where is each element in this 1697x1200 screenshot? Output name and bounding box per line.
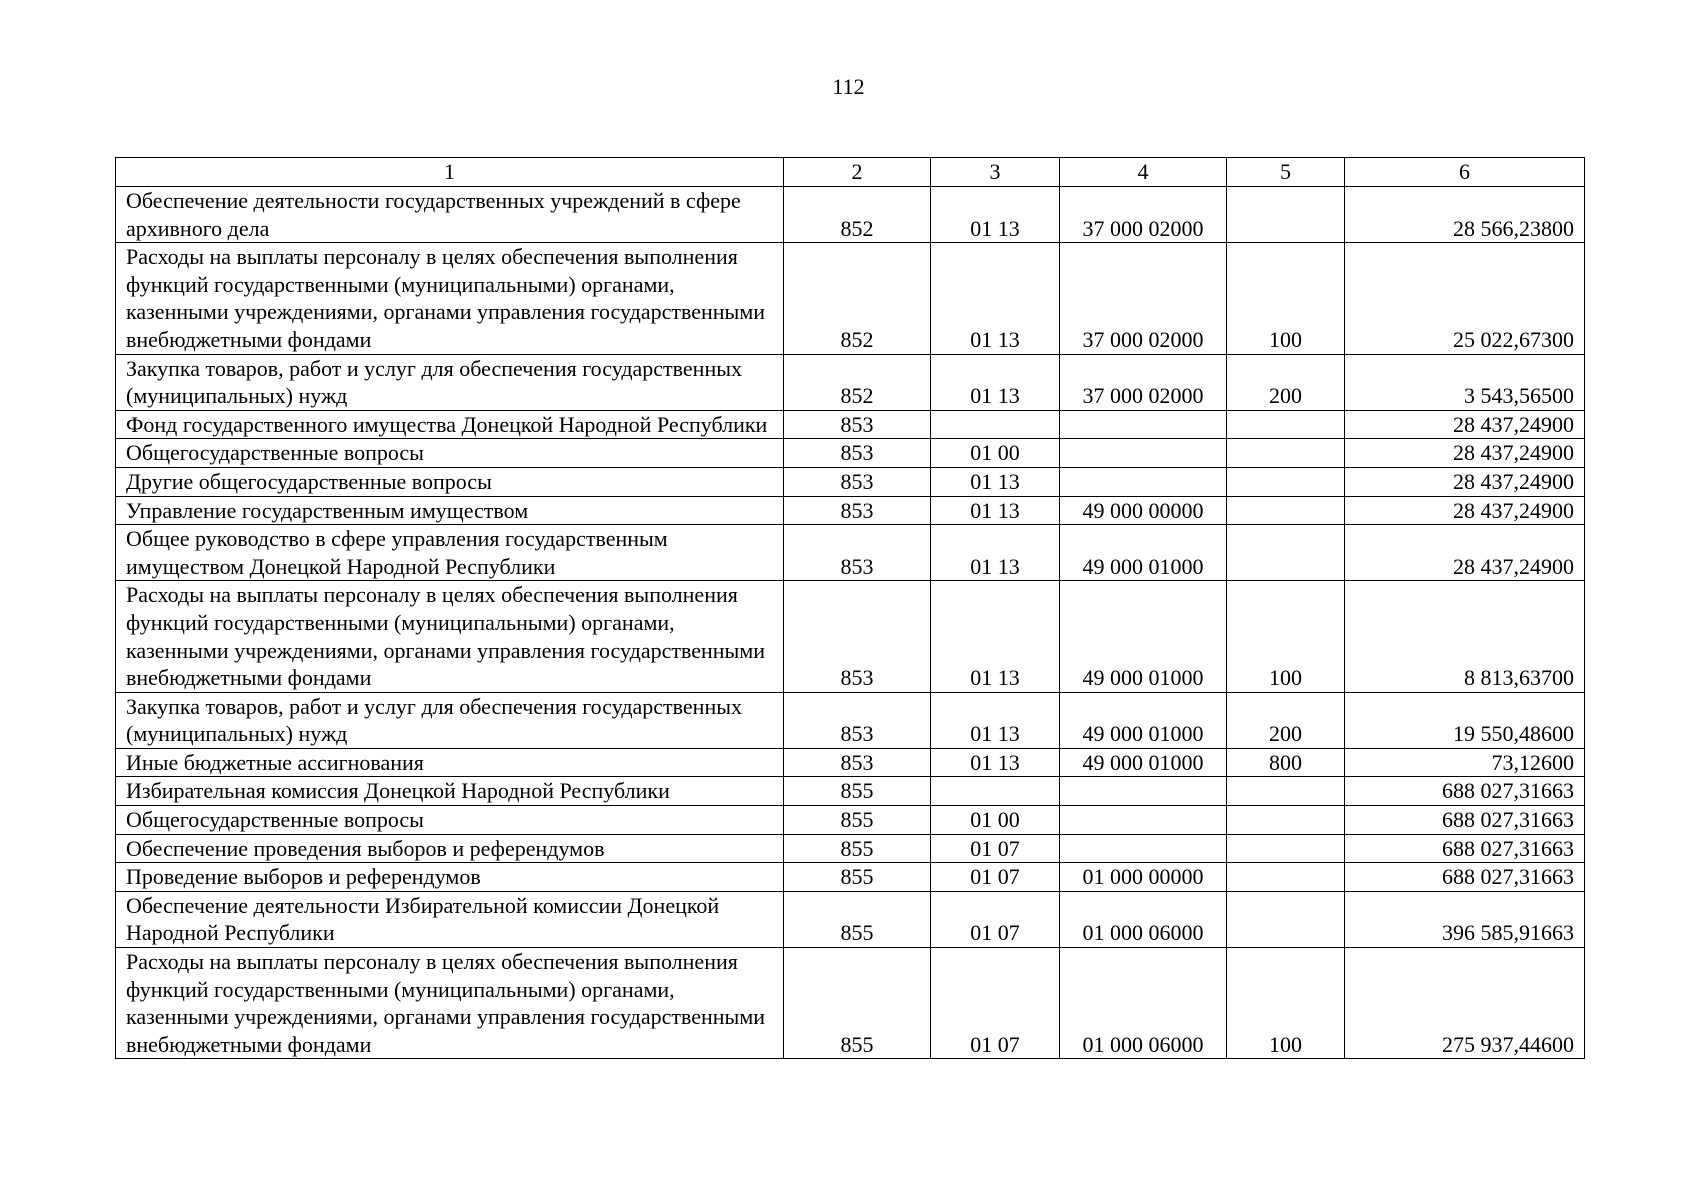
expense-name-cell: Обеспечение деятельности Избирательной комиссии Донецкой Народной Республики [116, 891, 784, 947]
expense-type-cell [1227, 410, 1345, 439]
expense-name-cell: Расходы на выплаты персоналу в целях обеспечения выполнения функций государственными (муниципальными) органами, казенными учреждениями, органами управления государственными внебюджетными фондами [116, 243, 784, 354]
target-article-cell: 49 000 01000 [1060, 748, 1227, 777]
target-article-cell: 01 000 06000 [1060, 891, 1227, 947]
department-code-cell: 852 [784, 354, 931, 410]
section-code-cell: 01 07 [931, 834, 1060, 863]
expense-type-cell [1227, 806, 1345, 835]
column-header: 6 [1345, 158, 1585, 187]
amount-cell: 688 027,31663 [1345, 863, 1585, 892]
target-article-cell [1060, 439, 1227, 468]
amount-cell: 28 437,24900 [1345, 496, 1585, 525]
amount-cell: 688 027,31663 [1345, 834, 1585, 863]
expense-type-cell: 200 [1227, 692, 1345, 748]
section-code-cell: 01 00 [931, 806, 1060, 835]
expense-name-cell: Общегосударственные вопросы [116, 806, 784, 835]
section-code-cell: 01 13 [931, 467, 1060, 496]
expense-name-cell: Другие общегосударственные вопросы [116, 467, 784, 496]
expense-name-cell: Закупка товаров, работ и услуг для обеспечения государственных (муниципальных) нужд [116, 354, 784, 410]
table-row [116, 863, 1585, 892]
amount-cell: 19 550,48600 [1345, 692, 1585, 748]
department-code-cell: 855 [784, 834, 931, 863]
expense-type-cell [1227, 525, 1345, 581]
department-code-cell: 853 [784, 748, 931, 777]
expense-name-cell: Иные бюджетные ассигнования [116, 748, 784, 777]
table-body [116, 187, 1585, 1059]
department-code-cell: 855 [784, 777, 931, 806]
expense-type-cell: 200 [1227, 354, 1345, 410]
amount-cell: 28 566,23800 [1345, 187, 1585, 243]
department-code-cell: 855 [784, 948, 931, 1059]
table-row [116, 496, 1585, 525]
column-header: 5 [1227, 158, 1345, 187]
section-code-cell: 01 07 [931, 863, 1060, 892]
department-code-cell: 853 [784, 410, 931, 439]
target-article-cell: 01 000 06000 [1060, 948, 1227, 1059]
section-code-cell: 01 07 [931, 891, 1060, 947]
table-row [116, 581, 1585, 692]
table-row [116, 692, 1585, 748]
amount-cell: 25 022,67300 [1345, 243, 1585, 354]
expense-name-cell: Общее руководство в сфере управления государственным имуществом Донецкой Народной Республики [116, 525, 784, 581]
expense-name-cell: Фонд государственного имущества Донецкой Народной Республики [116, 410, 784, 439]
amount-cell: 73,12600 [1345, 748, 1585, 777]
table-row [116, 439, 1585, 468]
target-article-cell: 01 000 00000 [1060, 863, 1227, 892]
table-row [116, 891, 1585, 947]
department-code-cell: 855 [784, 806, 931, 835]
target-article-cell [1060, 777, 1227, 806]
table-row [116, 834, 1585, 863]
expense-type-cell [1227, 891, 1345, 947]
section-code-cell: 01 13 [931, 496, 1060, 525]
expense-name-cell: Закупка товаров, работ и услуг для обеспечения государственных (муниципальных) нужд [116, 692, 784, 748]
target-article-cell: 49 000 01000 [1060, 692, 1227, 748]
amount-cell: 688 027,31663 [1345, 806, 1585, 835]
amount-cell: 28 437,24900 [1345, 439, 1585, 468]
expense-type-cell [1227, 863, 1345, 892]
section-code-cell [931, 777, 1060, 806]
budget-table [115, 157, 1585, 1059]
section-code-cell: 01 13 [931, 354, 1060, 410]
expense-type-cell: 100 [1227, 581, 1345, 692]
department-code-cell: 853 [784, 467, 931, 496]
section-code-cell: 01 13 [931, 187, 1060, 243]
header-row [116, 158, 1585, 187]
expense-name-cell: Расходы на выплаты персоналу в целях обеспечения выполнения функций государственными (муниципальными) органами, казенными учреждениями, органами управления государственными внебюджетными фондами [116, 948, 784, 1059]
amount-cell: 28 437,24900 [1345, 525, 1585, 581]
expense-type-cell [1227, 467, 1345, 496]
expense-type-cell [1227, 439, 1345, 468]
expense-name-cell: Общегосударственные вопросы [116, 439, 784, 468]
department-code-cell: 853 [784, 525, 931, 581]
amount-cell: 396 585,91663 [1345, 891, 1585, 947]
amount-cell: 3 543,56500 [1345, 354, 1585, 410]
expense-name-cell: Избирательная комиссия Донецкой Народной Республики [116, 777, 784, 806]
expense-type-cell: 100 [1227, 948, 1345, 1059]
section-code-cell [931, 410, 1060, 439]
section-code-cell: 01 13 [931, 692, 1060, 748]
target-article-cell [1060, 410, 1227, 439]
target-article-cell: 49 000 00000 [1060, 496, 1227, 525]
amount-cell: 275 937,44600 [1345, 948, 1585, 1059]
section-code-cell: 01 00 [931, 439, 1060, 468]
expense-name-cell: Обеспечение деятельности государственных учреждений в сфере архивного дела [116, 187, 784, 243]
target-article-cell: 37 000 02000 [1060, 354, 1227, 410]
target-article-cell: 49 000 01000 [1060, 581, 1227, 692]
department-code-cell: 852 [784, 187, 931, 243]
expense-type-cell [1227, 496, 1345, 525]
amount-cell: 8 813,63700 [1345, 581, 1585, 692]
department-code-cell: 853 [784, 496, 931, 525]
column-header: 1 [116, 158, 784, 187]
target-article-cell [1060, 834, 1227, 863]
section-code-cell: 01 13 [931, 243, 1060, 354]
target-article-cell: 37 000 02000 [1060, 187, 1227, 243]
expense-name-cell: Управление государственным имуществом [116, 496, 784, 525]
target-article-cell: 37 000 02000 [1060, 243, 1227, 354]
target-article-cell: 49 000 01000 [1060, 525, 1227, 581]
target-article-cell [1060, 806, 1227, 835]
page-number: 112 [832, 74, 865, 99]
table-row [116, 354, 1585, 410]
department-code-cell: 855 [784, 863, 931, 892]
table-row [116, 748, 1585, 777]
expense-name-cell: Проведение выборов и референдумов [116, 863, 784, 892]
section-code-cell: 01 13 [931, 748, 1060, 777]
table-row [116, 948, 1585, 1059]
table-row [116, 777, 1585, 806]
department-code-cell: 855 [784, 891, 931, 947]
amount-cell: 688 027,31663 [1345, 777, 1585, 806]
expense-name-cell: Расходы на выплаты персоналу в целях обеспечения выполнения функций государственными (муниципальными) органами, казенными учреждениями, органами управления государственными внебюджетными фондами [116, 581, 784, 692]
section-code-cell: 01 13 [931, 525, 1060, 581]
expense-type-cell: 800 [1227, 748, 1345, 777]
department-code-cell: 852 [784, 243, 931, 354]
column-header: 4 [1060, 158, 1227, 187]
table-row [116, 467, 1585, 496]
expense-type-cell: 100 [1227, 243, 1345, 354]
amount-cell: 28 437,24900 [1345, 467, 1585, 496]
table-row [116, 187, 1585, 243]
section-code-cell: 01 07 [931, 948, 1060, 1059]
expense-type-cell [1227, 777, 1345, 806]
section-code-cell: 01 13 [931, 581, 1060, 692]
table-row [116, 243, 1585, 354]
department-code-cell: 853 [784, 581, 931, 692]
target-article-cell [1060, 467, 1227, 496]
column-header: 2 [784, 158, 931, 187]
table-row [116, 806, 1585, 835]
department-code-cell: 853 [784, 439, 931, 468]
expense-name-cell: Обеспечение проведения выборов и референдумов [116, 834, 784, 863]
expense-type-cell [1227, 834, 1345, 863]
expense-type-cell [1227, 187, 1345, 243]
department-code-cell: 853 [784, 692, 931, 748]
table-row [116, 410, 1585, 439]
amount-cell: 28 437,24900 [1345, 410, 1585, 439]
table-row [116, 525, 1585, 581]
column-header: 3 [931, 158, 1060, 187]
